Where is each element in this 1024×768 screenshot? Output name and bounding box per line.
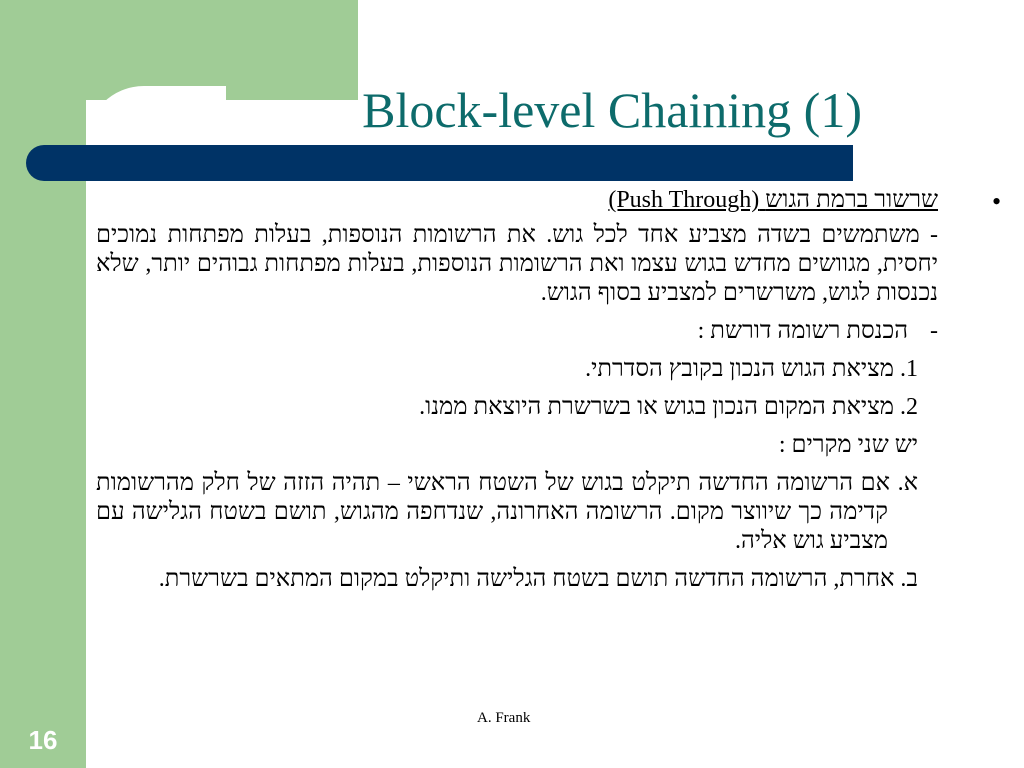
insert-label: הכנסת רשומה דורשת :	[697, 318, 908, 344]
bullet-icon: •	[992, 187, 1002, 216]
dash-marker: -	[930, 318, 938, 344]
footer-author: A. Frank	[477, 710, 531, 726]
heading-hebrew: שרשור ברמת הגוש	[765, 187, 938, 213]
cases-label: יש שני מקרים :	[778, 432, 918, 458]
step-1: 1. מציאת הגוש הנכון בקובץ הסדרתי.	[585, 356, 918, 382]
description-paragraph: - משתמשים בשדה מצביע אחד לכל גוש. את הרשומות הנוספות, בעלות מפתחות נמוכים יחסית, מגוושים מחדש בגוש עצמו ואת הרשומות הנוספות, בעלות מפתחות גבוהים יותר, שלא נכנסות לגוש, משרשרים למצביע בסוף הגוש.	[96, 222, 938, 306]
case-b: ב. אחרת, הרשומה החדשה תושם בשטח הגלישה ותיקלט במקום המתאים בשרשרת.	[158, 566, 918, 592]
slide-number: 16	[28, 725, 58, 755]
insert-requirements	[96, 317, 938, 346]
slide-body	[96, 186, 938, 594]
section-heading	[96, 186, 938, 215]
heading-english: (Push Through)	[608, 187, 760, 213]
case-a: א. אם הרשומה החדשה תיקלט בגוש של השטח הראשי – תהיה הזזה של חלק מהרשומות קדימה כך שיווצר מקום. הרשומה האחרונה, שנדחפה מהגוש, תושם בשטח הגלישה עם מצביע גוש אליה.	[96, 470, 918, 554]
slide-title: Block-level Chaining (1)	[362, 82, 862, 138]
step-2: 2. מציאת המקום הנכון בגוש או בשרשרת היוצאת ממנו.	[419, 394, 918, 420]
title-underline-bar	[26, 145, 853, 181]
